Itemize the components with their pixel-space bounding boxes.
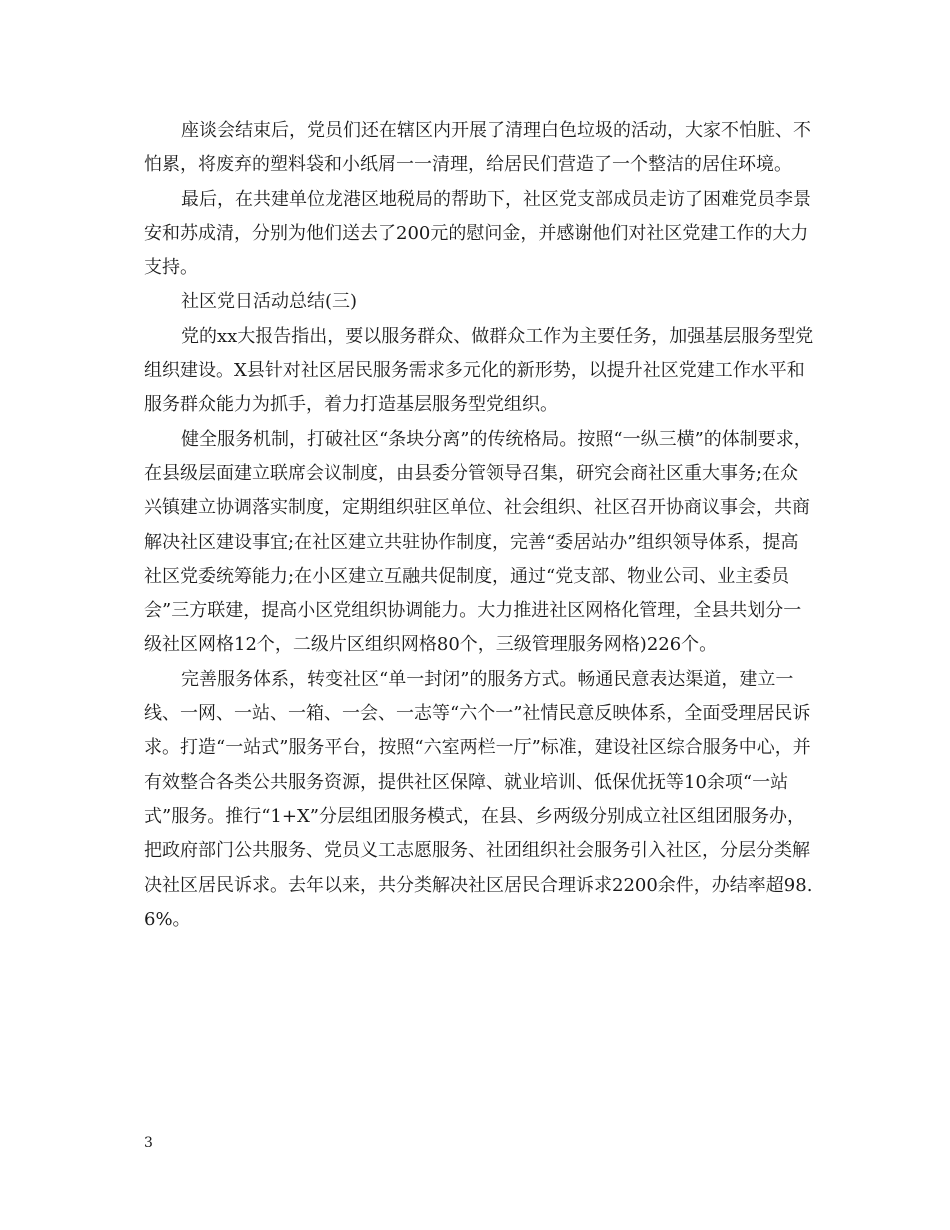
paragraph-report-intro: 党的xx大报告指出，要以服务群众、做群众工作为主要任务，加强基层服务型党组织建设。X县针对社区居民服务需求多元化的新形势，以提升社区党建工作水平和服务群众能力为抓手，着力打造基层服务型党组织。 xyxy=(144,325,814,416)
section-heading: 社区党日活动总结(三) xyxy=(181,291,358,313)
paragraph-cleanup-activity: 座谈会结束后，党员们还在辖区内开展了清理白色垃圾的活动，大家不怕脏、不怕累，将废弃的塑料袋和小纸屑一一清理，给居民们营造了一个整洁的居住环境。 xyxy=(144,120,811,176)
paragraph-visit-members: 最后，在共建单位龙港区地税局的帮助下，社区党支部成员走访了困难党员李景安和苏成清，分别为他们送去了200元的慰问金，并感谢他们对社区党建工作的大力支持。 xyxy=(144,188,811,279)
paragraph-service-system: 完善服务体系，转变社区“单一封闭”的服务方式。畅通民意表达渠道，建立一线、一网、一站、一箱、一会、一志等“六个一”社情民意反映体系，全面受理居民诉求。打造“一站式”服务平台，按照“六室两栏一厅”标准，建设社区综合服务中心，并有效整合各类公共服务资源，提供社区保障、就业培训、低保优抚等10余项“一站式”服务。推行“1+X”分层组团服务模式，在县、乡两级分别成立社区组团服务办，把政府部门公共服务、党员义工志愿服务、社团组织社会服务引入社区，分层分类解决社区居民诉求。去年以来，共分类解决社区居民合理诉求2200余件，办结率超98.6%。 xyxy=(144,668,813,930)
document-body xyxy=(144,114,814,937)
paragraph-service-mechanism: 健全服务机制，打破社区“条块分离”的传统格局。按照“一纵三横”的体制要求，在县级层面建立联席会议制度，由县委分管领导召集，研究会商社区重大事务;在众兴镇建立协调落实制度，定期组织驻区单位、社会组织、社区召开协商议事会，共商解决社区建设事宜;在社区建立共驻协作制度，完善“委居站办”组织领导体系，提高社区党委统筹能力;在小区建立互融共促制度，通过“党支部、物业公司、业主委员会”三方联建，提高小区党组织协调能力。大力推进社区网格化管理，全县共划分一级社区网格12个，二级片区组织网格80个，三级管理服务网格)226个。 xyxy=(144,428,812,656)
page-number: 3 xyxy=(144,1135,153,1151)
